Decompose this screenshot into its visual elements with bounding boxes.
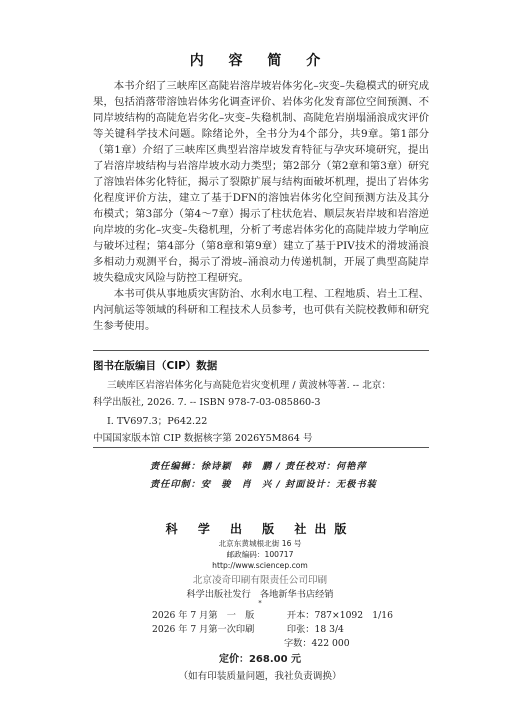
intro-paragraph-1: 本书介绍了三峡库区高陡岩溶岸坡岩体劣化–灾变–失稳模式的研究成果，包括消落带溶蚀岩体劣化调查评价、岩体劣化发育部位空间预测、不同岸坡结构的高陡危岩劣化–灾变–失稳机制、高陡危岩崩塌涌浪成灾评价等关键科学技术问题。除绪论外，全书分为4个部分，共9章。第1部分（第1章）介绍了三峡库区典型岩溶岸坡发育特征与孕灾环境研究，提出了岩溶岸坡结构与岩溶岸坡水动力类型；第2部分（第2章和第3章）研究了溶蚀岩体劣化特征，揭示了裂隙扩展与结构面破坏机理，提出了岩体劣化程度评价方法，建立了基于DFN的溶蚀岩体劣化空间预测方法及其分布模式；第3部分（第4～7章）揭示了柱状危岩、顺层灰岩岸坡和岩溶逆向岸坡的劣化–灾变–失稳机理，分析了考虑岩体劣化的高陡岸坡力学响应与破坏过程；第4部分（第8章和第9章）建立了基于PIV技术的滑坡涌浪多相动力观测平台，揭示了滑坡–涌浪动力传递机制，开展了典型高陡岸坡失稳成灾风险与防控工程研究。: [93, 80, 429, 284]
print-date: 2026 年 7 月第一次印刷: [152, 624, 255, 635]
page-title: 内 容 简 介: [189, 53, 331, 69]
cip-bottom-rule: [93, 447, 429, 448]
cip-line-1: 三峡库区岩溶岩体劣化与高陡危岩灾变机理 / 黄波林等著. -- 北京：: [107, 380, 391, 391]
cip-heading: 图书在版编目（CIP）数据: [93, 360, 218, 372]
sheets-spec: 印张：18 3/4: [286, 624, 344, 635]
separator-star: *: [258, 599, 262, 607]
quality-notice: （如有印装质量问题，我社负责调换）: [178, 671, 342, 682]
publisher-postcode: 邮政编码：100717: [226, 550, 294, 559]
words-spec: 字数：422 000: [284, 638, 350, 649]
cip-line-3: Ⅰ. TV697.3；P642.22: [107, 416, 208, 427]
format-spec: 开本：787×1092 1/16: [286, 610, 393, 621]
credits-line-2: 责任印制：安 骏 肖 兴 / 封面设计：无极书装: [150, 479, 377, 490]
cip-line-2: 科学出版社, 2026. 7. -- ISBN 978-7-03-085860-3: [93, 397, 321, 408]
spec-row-1: [152, 607, 393, 621]
intro-paragraph-2: 本书可供从事地质灾害防治、水利水电工程、工程地质、岩土工程、内河航运等领域的科研和工程技术人员参考，也可供有关院校教师和研究生参考使用。: [93, 288, 429, 332]
publisher-address: 北京东黄城根北街 16 号: [218, 539, 302, 548]
edition-date: 2026 年 7 月第 一 版: [152, 610, 255, 621]
printer-name: 北京凌奇印刷有限责任公司印刷: [192, 575, 328, 586]
publisher-website: http://www.sciencep.com: [212, 561, 308, 570]
cip-line-4: 中国国家版本馆 CIP 数据核字第 2026Y5M864 号: [93, 433, 313, 444]
cip-top-rule: [93, 350, 429, 351]
price: 定价：268.00 元: [218, 654, 302, 665]
distribution-line: 科学出版社发行 各地新华书店经销: [186, 589, 334, 600]
spec-row-2: [152, 621, 344, 635]
publisher-name: 科 学 出 版 社出版: [165, 522, 355, 536]
intro-text: [93, 78, 429, 334]
credits-line-1: 责任编辑：徐诗颖 韩 鹏 / 责任校对：何艳萍: [150, 461, 367, 472]
